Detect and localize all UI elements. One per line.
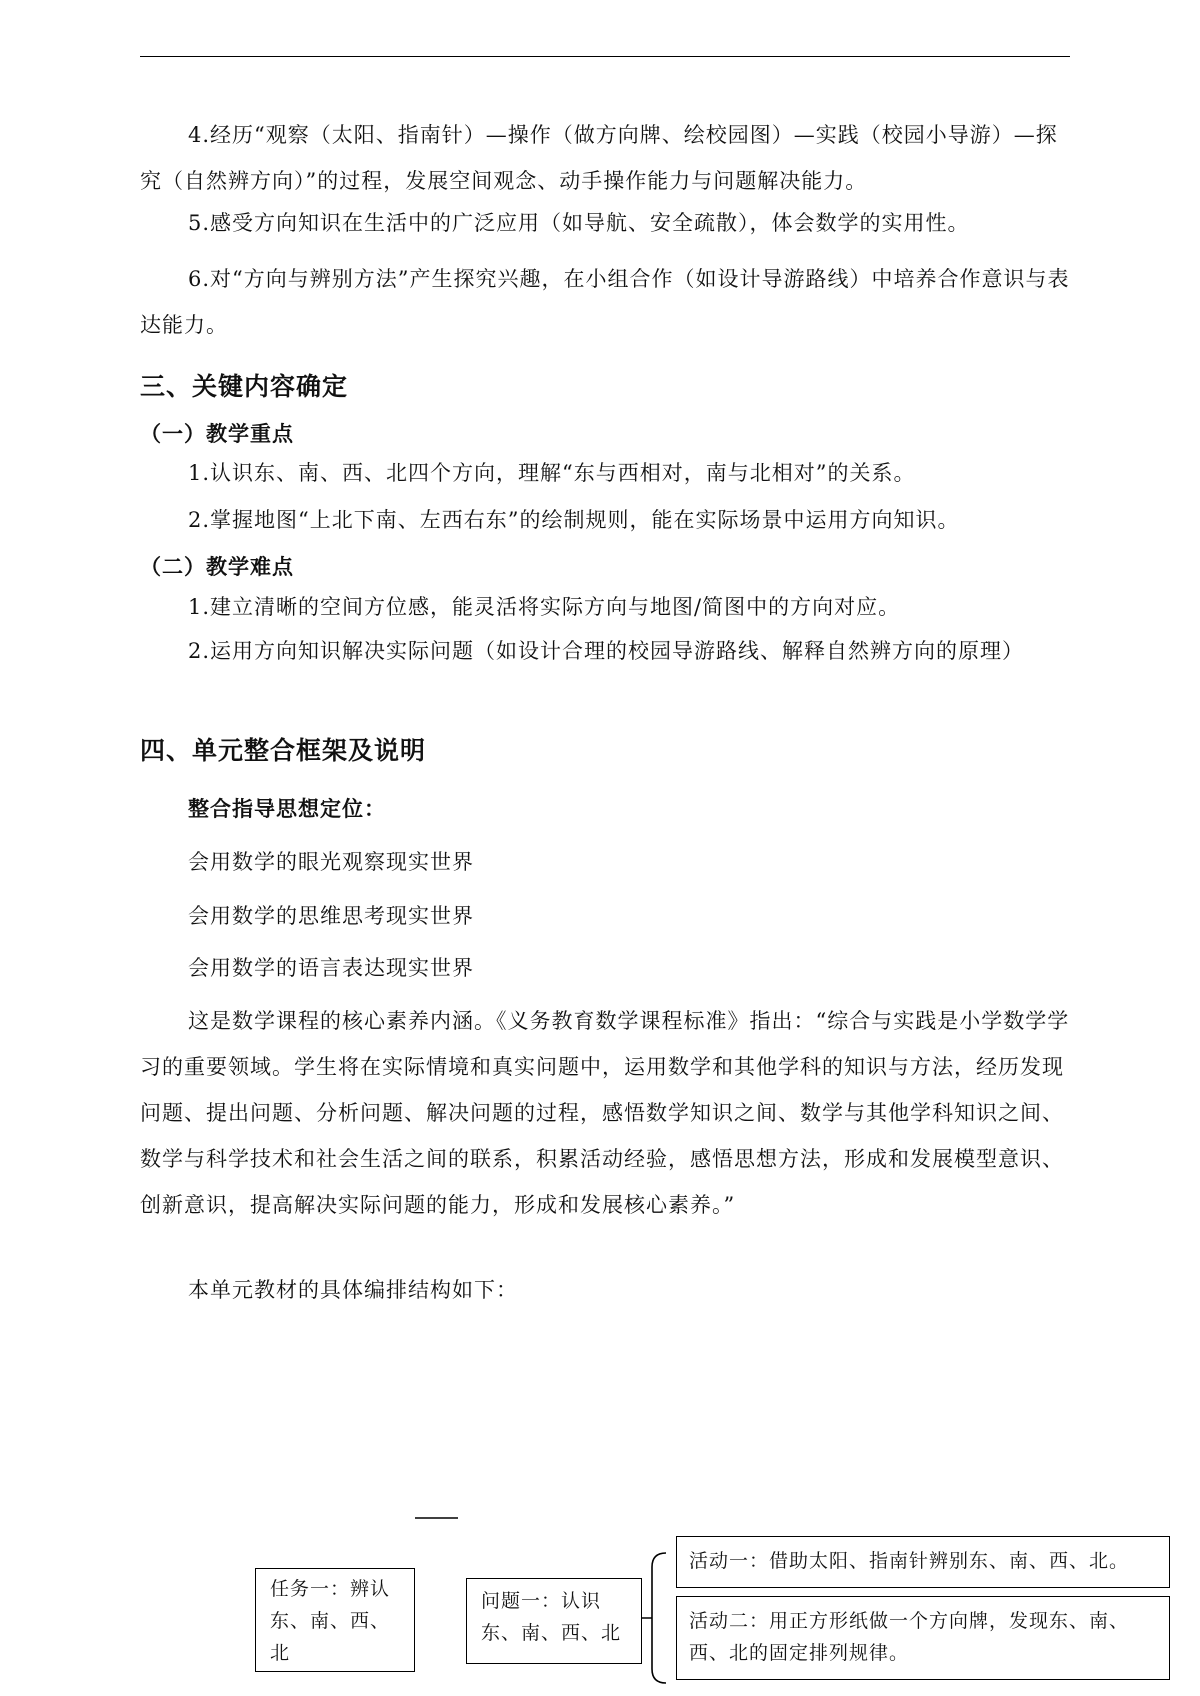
- section-4-heading: 四、单元整合框架及说明: [140, 736, 427, 765]
- goal-4: 4.经历“观察（太阳、指南针）—操作（做方向牌、绘校园图）—实践（校园小导游）—探究（自然辨方向）”的过程，发展空间观念、动手操作能力与问题解决能力。: [140, 123, 1058, 193]
- difficulty-heading: （二）教学难点: [140, 555, 294, 579]
- key-point-1: 1.认识东、南、西、北四个方向，理解“东与西相对，南与北相对”的关系。: [188, 461, 916, 485]
- curriculum-standard-paragraph: 这是数学课程的核心素养内涵。《义务教育数学课程标准》指出：“综合与实践是小学数学学习的重要领域。学生将在实际情境和真实问题中，运用数学和其他学科的知识与方法，经历发现问题、提出问题、分析问题、解决问题的过程，感悟数学知识之间、数学与其他学科知识之间、数学与科学技术和社会生活之间的联系，积累活动经验，感悟思想方法，形成和发展模型意识、创新意识，提高解决实际问题的能力，形成和发展核心素养。”: [140, 1009, 1070, 1217]
- section-3-heading: 三、关键内容确定: [140, 372, 349, 401]
- task-1-box: [255, 1568, 415, 1672]
- question-1-box: [466, 1578, 642, 1664]
- structure-intro: 本单元教材的具体编排结构如下：: [188, 1278, 518, 1302]
- activity-2-label: 活动二：用正方形纸做一个方向牌，发现东、南、西、北的固定排列规律。: [689, 1610, 1130, 1664]
- key-points-heading: （一）教学重点: [140, 422, 294, 446]
- question-1-label: 问题一：认识东、南、西、北: [481, 1590, 622, 1644]
- difficulty-1: 1.建立清晰的空间方位感，能灵活将实际方向与地图/简图中的方向对应。: [188, 595, 901, 619]
- key-point-2: 2.掌握地图“上北下南、左西右东”的绘制规则，能在实际场景中运用方向知识。: [188, 508, 960, 532]
- activity-2-box: [676, 1596, 1170, 1680]
- goal-6: 6.对“方向与辨别方法”产生探究兴趣，在小组合作（如设计导游路线）中培养合作意识与表达能力。: [140, 267, 1070, 337]
- difficulty-2: 2.运用方向知识解决实际问题（如设计合理的校园导游路线、解释自然辨方向的原理）: [188, 639, 1025, 663]
- activity-1-label: 活动一：借助太阳、指南针辨别东、南、西、北。: [689, 1550, 1130, 1572]
- activity-1-box: [676, 1536, 1170, 1588]
- guide-title: 整合指导思想定位：: [188, 797, 386, 821]
- goal-5: 5.感受方向知识在生活中的广泛应用（如导航、安全疏散），体会数学的实用性。: [188, 211, 970, 235]
- task-1-label: 任务一：辨认东、南、西、北: [270, 1578, 391, 1664]
- guide-line-3: 会用数学的语言表达现实世界: [188, 956, 474, 980]
- guide-line-2: 会用数学的思维思考现实世界: [188, 904, 474, 928]
- guide-line-1: 会用数学的眼光观察现实世界: [188, 850, 474, 874]
